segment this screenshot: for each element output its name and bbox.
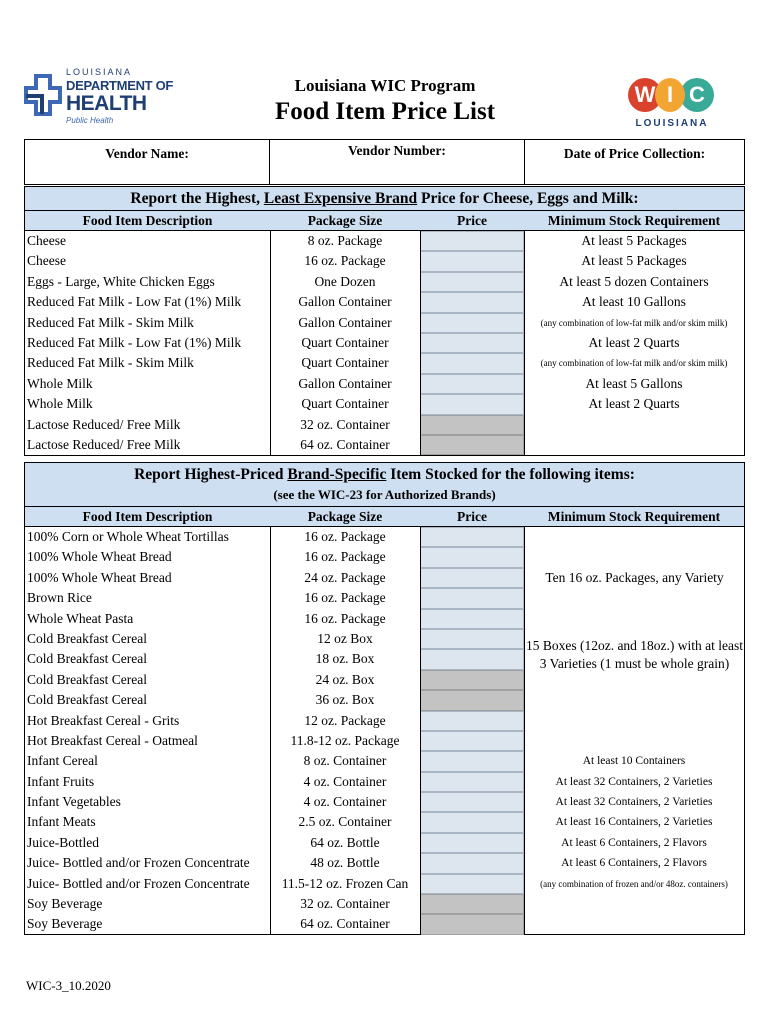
minimum-stock-requirement bbox=[524, 690, 744, 710]
table-row bbox=[25, 690, 744, 710]
minimum-stock-requirement: At least 5 Packages bbox=[581, 233, 687, 248]
price-cell-disabled bbox=[420, 894, 524, 914]
food-item-description: Infant Vegetables bbox=[27, 794, 121, 810]
package-size: 12 oz Box bbox=[317, 630, 373, 646]
minimum-stock-requirement: (any combination of frozen and/or 48oz. containers) bbox=[540, 878, 728, 889]
minimum-stock-requirement bbox=[524, 415, 744, 435]
package-size: Gallon Container bbox=[298, 314, 392, 330]
food-item-description: Juice- Bottled and/or Frozen Concentrate bbox=[27, 875, 250, 891]
package-size: 64 oz. Container bbox=[300, 916, 390, 932]
table-row bbox=[25, 874, 744, 894]
minimum-stock-requirement: At least 5 Packages bbox=[581, 253, 687, 269]
price-collection-date-field[interactable] bbox=[525, 140, 744, 184]
food-item-description: Whole Wheat Pasta bbox=[27, 610, 134, 626]
package-size: 64 oz. Bottle bbox=[310, 834, 380, 850]
col-minimum-stock: Minimum Stock Requirement bbox=[547, 213, 721, 228]
food-item-description: Infant Meats bbox=[27, 814, 96, 830]
price-cell-disabled bbox=[420, 415, 524, 435]
wic-logo-w: W bbox=[628, 78, 662, 112]
package-size: 18 oz. Box bbox=[315, 651, 375, 667]
table-row bbox=[25, 313, 744, 333]
section2-title-underlined: Brand-Specific bbox=[287, 466, 387, 483]
minimum-stock-requirement bbox=[524, 588, 744, 608]
table-row bbox=[25, 251, 744, 271]
food-item-description: Infant Cereal bbox=[27, 753, 98, 769]
table-row bbox=[25, 374, 744, 394]
column-divider bbox=[524, 527, 525, 935]
package-size: 16 oz. Package bbox=[304, 610, 386, 626]
package-size: Quart Container bbox=[301, 396, 389, 412]
price-input[interactable] bbox=[420, 609, 524, 629]
section1-rows bbox=[25, 231, 744, 455]
minimum-stock-requirement: At least 2 Quarts bbox=[588, 334, 680, 350]
table-row bbox=[25, 731, 744, 751]
food-item-description: Reduced Fat Milk - Low Fat (1%) Milk bbox=[27, 294, 242, 310]
price-cell-disabled bbox=[420, 435, 524, 455]
price-input[interactable] bbox=[420, 527, 524, 547]
minimum-stock-requirement bbox=[524, 731, 744, 751]
table-row bbox=[25, 711, 744, 731]
logo-public-health-text: Public Health bbox=[66, 116, 114, 125]
section1-title-underlined: Least Expensive Brand bbox=[263, 190, 418, 207]
col-price: Price bbox=[457, 509, 487, 524]
price-input[interactable] bbox=[420, 874, 524, 894]
minimum-stock-requirement: At least 16 Containers, 2 Varieties bbox=[555, 816, 713, 829]
column-divider bbox=[270, 231, 271, 455]
package-size: 4 oz. Container bbox=[303, 794, 387, 810]
price-input[interactable] bbox=[420, 751, 524, 771]
food-item-description: Whole Milk bbox=[27, 396, 93, 412]
price-input[interactable] bbox=[420, 547, 524, 567]
package-size: 24 oz. Box bbox=[315, 671, 375, 687]
price-input[interactable] bbox=[420, 711, 524, 731]
table-row bbox=[25, 353, 744, 373]
section2-title-post: Item Stocked for the following items: bbox=[386, 466, 635, 483]
table-row bbox=[25, 333, 744, 353]
table-row bbox=[25, 751, 744, 771]
minimum-stock-requirement: At least 10 Gallons bbox=[582, 294, 686, 310]
table-row bbox=[25, 792, 744, 812]
food-item-description: Lactose Reduced/ Free Milk bbox=[27, 436, 181, 452]
wic-logo-state: LOUISIANA bbox=[635, 118, 709, 129]
food-item-description: Cold Breakfast Cereal bbox=[27, 671, 147, 687]
minimum-stock-requirement: At least 5 Gallons bbox=[585, 375, 683, 391]
package-size: 48 oz. Bottle bbox=[310, 855, 380, 871]
food-item-description: Soy Beverage bbox=[27, 916, 103, 932]
package-size: 2.5 oz. Container bbox=[298, 814, 392, 830]
package-size: Quart Container bbox=[301, 355, 389, 371]
price-input[interactable] bbox=[420, 313, 524, 333]
table-row bbox=[25, 527, 744, 547]
section1-title-pre: Report the Highest, bbox=[130, 190, 264, 207]
logo-health-text: HEALTH bbox=[66, 92, 147, 115]
price-input[interactable] bbox=[420, 272, 524, 292]
price-input[interactable] bbox=[420, 394, 524, 414]
table-row bbox=[25, 833, 744, 853]
food-item-description: 100% Whole Wheat Bread bbox=[27, 549, 172, 565]
grains-stock-note: Ten 16 oz. Packages, any Variety bbox=[525, 569, 744, 587]
package-size: 12 oz. Package bbox=[304, 712, 386, 728]
wic-louisiana-logo bbox=[624, 74, 720, 132]
program-name: Louisiana WIC Program bbox=[294, 76, 476, 95]
price-input[interactable] bbox=[420, 568, 524, 588]
package-size: Quart Container bbox=[301, 334, 389, 350]
package-size: 24 oz. Package bbox=[304, 569, 386, 585]
minimum-stock-requirement bbox=[524, 547, 744, 567]
food-item-description: Cheese bbox=[27, 233, 66, 248]
food-item-description: Juice- Bottled and/or Frozen Concentrate bbox=[27, 855, 250, 871]
price-input[interactable] bbox=[420, 588, 524, 608]
col-package-size: Package Size bbox=[307, 509, 383, 524]
food-item-description: Eggs - Large, White Chicken Eggs bbox=[27, 273, 215, 289]
col-food-item-description: Food Item Description bbox=[82, 213, 213, 228]
package-size: 32 oz. Container bbox=[300, 416, 390, 432]
section1-column-headers bbox=[25, 211, 744, 231]
price-input[interactable] bbox=[420, 231, 524, 251]
table-row bbox=[25, 853, 744, 873]
package-size: 36 oz. Box bbox=[315, 692, 375, 708]
package-size: 8 oz. Package bbox=[307, 233, 383, 248]
form-id: WIC-3_10.2020 bbox=[26, 978, 111, 993]
section-cheese-eggs-milk bbox=[24, 186, 745, 456]
price-input[interactable] bbox=[420, 629, 524, 649]
food-item-description: Whole Milk bbox=[27, 375, 93, 391]
package-size: 8 oz. Container bbox=[303, 753, 387, 769]
table-row bbox=[25, 588, 744, 608]
package-size: 16 oz. Package bbox=[304, 590, 386, 606]
price-input[interactable] bbox=[420, 374, 524, 394]
table-row bbox=[25, 894, 744, 914]
minimum-stock-requirement bbox=[524, 609, 744, 629]
col-package-size: Package Size bbox=[307, 213, 383, 228]
page-title: Food Item Price List bbox=[274, 98, 496, 125]
price-input[interactable] bbox=[420, 649, 524, 669]
package-size: 11.5-12 oz. Frozen Can bbox=[281, 875, 409, 891]
table-row bbox=[25, 292, 744, 312]
minimum-stock-requirement: At least 6 Containers, 2 Flavors bbox=[561, 836, 707, 849]
price-collection-date-label: Date of Price Collection: bbox=[563, 146, 706, 161]
package-size: One Dozen bbox=[314, 273, 376, 289]
section1-title-post: Price for Cheese, Eggs and Milk: bbox=[417, 190, 639, 207]
column-divider bbox=[420, 231, 421, 455]
wic-logo-c: C bbox=[680, 78, 714, 112]
table-row bbox=[25, 415, 744, 435]
vendor-number-label: Vendor Number: bbox=[348, 143, 446, 158]
table-row bbox=[25, 914, 744, 934]
section2-title bbox=[25, 463, 744, 507]
minimum-stock-requirement bbox=[524, 894, 744, 914]
food-item-description: Reduced Fat Milk - Skim Milk bbox=[27, 314, 194, 330]
cereal-stock-note: 15 Boxes (12oz. and 18oz.) with at least 3 Varieties (1 must be whole grain) bbox=[525, 638, 744, 671]
section2-title-pre: Report Highest-Priced bbox=[134, 466, 288, 483]
logo-state-text: LOUISIANA bbox=[66, 67, 133, 77]
vendor-name-field[interactable] bbox=[25, 140, 270, 184]
col-food-item-description: Food Item Description bbox=[82, 509, 213, 524]
price-input[interactable] bbox=[420, 353, 524, 373]
minimum-stock-requirement bbox=[524, 435, 744, 455]
package-size: 16 oz. Package bbox=[304, 529, 386, 544]
food-item-description: Infant Fruits bbox=[27, 773, 95, 789]
table-row bbox=[25, 435, 744, 455]
food-item-description: Cold Breakfast Cereal bbox=[27, 692, 147, 708]
table-row bbox=[25, 812, 744, 832]
minimum-stock-requirement: At least 2 Quarts bbox=[588, 396, 680, 412]
vendor-number-field[interactable] bbox=[270, 140, 525, 184]
col-minimum-stock: Minimum Stock Requirement bbox=[547, 509, 721, 524]
table-row bbox=[25, 231, 744, 251]
wic-logo-i: I bbox=[655, 78, 685, 112]
food-item-description: Hot Breakfast Cereal - Oatmeal bbox=[27, 732, 198, 748]
food-item-description: Reduced Fat Milk - Skim Milk bbox=[27, 355, 194, 371]
minimum-stock-requirement: At least 10 Containers bbox=[582, 755, 686, 768]
minimum-stock-requirement bbox=[524, 914, 744, 934]
package-size: Gallon Container bbox=[298, 294, 392, 310]
minimum-stock-requirement: At least 32 Containers, 2 Varieties bbox=[555, 796, 713, 809]
column-divider bbox=[420, 527, 421, 935]
col-price: Price bbox=[457, 213, 487, 228]
minimum-stock-requirement: At least 5 dozen Containers bbox=[559, 273, 709, 289]
price-input[interactable] bbox=[420, 812, 524, 832]
minimum-stock-requirement: At least 32 Containers, 2 Varieties bbox=[555, 775, 713, 788]
food-item-description: Cold Breakfast Cereal bbox=[27, 651, 147, 667]
food-item-description: 100% Corn or Whole Wheat Tortillas bbox=[27, 529, 229, 544]
package-size: 64 oz. Container bbox=[300, 436, 390, 452]
section2-column-headers bbox=[25, 507, 744, 527]
vendor-info-row bbox=[24, 139, 745, 185]
price-input[interactable] bbox=[420, 251, 524, 271]
column-divider bbox=[270, 527, 271, 935]
minimum-stock-requirement: (any combination of low-fat milk and/or skim milk) bbox=[540, 317, 728, 328]
table-row bbox=[25, 772, 744, 792]
minimum-stock-requirement bbox=[524, 527, 744, 547]
food-item-description: Lactose Reduced/ Free Milk bbox=[27, 416, 181, 432]
package-size: 32 oz. Container bbox=[300, 896, 390, 912]
logo-dept-text: DEPARTMENT OF bbox=[66, 78, 174, 93]
price-cell-disabled bbox=[420, 690, 524, 710]
price-input[interactable] bbox=[420, 833, 524, 853]
package-size: Gallon Container bbox=[298, 375, 392, 391]
price-input[interactable] bbox=[420, 292, 524, 312]
vendor-name-label: Vendor Name: bbox=[105, 146, 189, 161]
food-item-description: Reduced Fat Milk - Low Fat (1%) Milk bbox=[27, 334, 242, 350]
food-item-description: Cheese bbox=[27, 253, 66, 269]
minimum-stock-requirement: At least 6 Containers, 2 Flavors bbox=[561, 857, 707, 870]
package-size: 4 oz. Container bbox=[303, 773, 387, 789]
food-item-description: 100% Whole Wheat Bread bbox=[27, 569, 172, 585]
package-size: 16 oz. Package bbox=[304, 253, 386, 269]
table-row bbox=[25, 394, 744, 414]
section1-title bbox=[25, 187, 744, 211]
price-input[interactable] bbox=[420, 792, 524, 812]
food-item-description: Soy Beverage bbox=[27, 896, 103, 912]
minimum-stock-requirement bbox=[524, 711, 744, 731]
table-row bbox=[25, 272, 744, 292]
minimum-stock-requirement: (any combination of low-fat milk and/or skim milk) bbox=[540, 358, 728, 369]
section-brand-specific-items bbox=[24, 462, 745, 935]
price-input[interactable] bbox=[420, 333, 524, 353]
column-divider bbox=[524, 231, 525, 455]
price-cell-disabled bbox=[420, 670, 524, 690]
price-input[interactable] bbox=[420, 731, 524, 751]
table-row bbox=[25, 609, 744, 629]
section2-subtitle: (see the WIC-23 for Authorized Brands) bbox=[273, 487, 496, 502]
price-input[interactable] bbox=[420, 772, 524, 792]
food-item-description: Cold Breakfast Cereal bbox=[27, 630, 147, 646]
price-cell-disabled bbox=[420, 914, 524, 934]
package-size: 11.8-12 oz. Package bbox=[290, 732, 400, 748]
food-item-description: Hot Breakfast Cereal - Grits bbox=[27, 712, 180, 728]
food-item-description: Brown Rice bbox=[27, 590, 92, 606]
price-input[interactable] bbox=[420, 853, 524, 873]
section2-rows bbox=[25, 527, 744, 935]
food-item-description: Juice-Bottled bbox=[27, 834, 99, 850]
table-row bbox=[25, 547, 744, 567]
package-size: 16 oz. Package bbox=[304, 549, 386, 565]
